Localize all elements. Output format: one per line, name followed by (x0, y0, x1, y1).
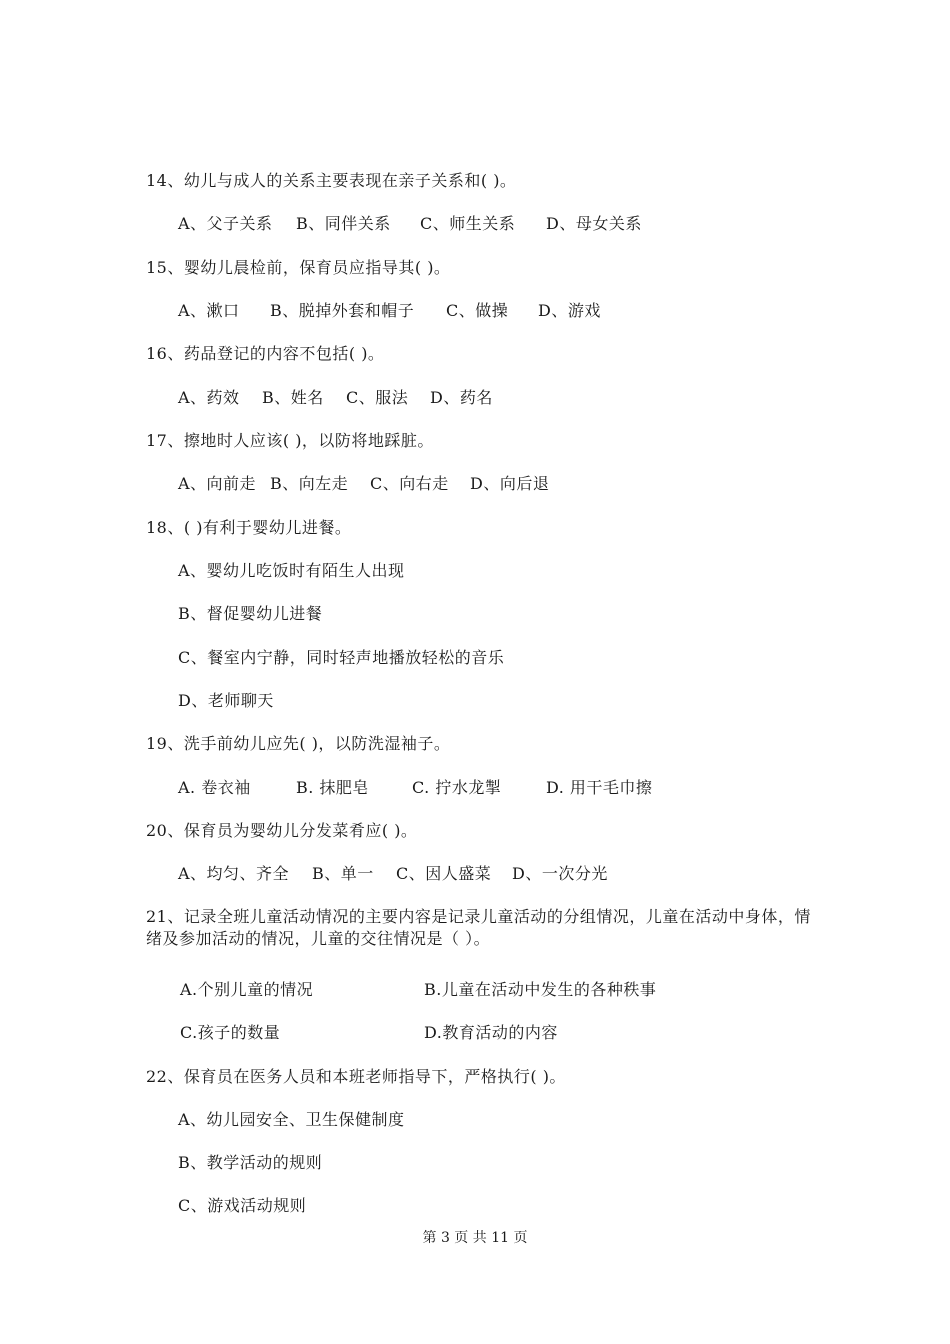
q21-option-c: C.孩子的数量 (180, 1023, 281, 1042)
question-16-stem: 16、药品登记的内容不包括( )。 (146, 344, 385, 363)
question-22-stem: 22、保育员在医务人员和本班老师指导下，严格执行( )。 (146, 1067, 566, 1086)
q21-option-b: B.儿童在活动中发生的各种秩事 (424, 980, 657, 999)
q15-option-c: C、做操 (446, 301, 509, 320)
question-17-stem: 17、擦地时人应该( )，以防将地踩脏。 (146, 431, 434, 450)
q20-option-d: D、一次分光 (512, 864, 608, 883)
q14-option-d: D、母女关系 (546, 214, 642, 233)
q19-option-a: A. 卷衣袖 (178, 778, 251, 797)
q14-option-a: A、父子关系 (178, 214, 273, 233)
q19-option-d: D. 用干毛巾擦 (546, 778, 653, 797)
question-14-stem: 14、幼儿与成人的关系主要表现在亲子关系和( )。 (146, 171, 517, 190)
q14-option-b: B、同伴关系 (296, 214, 391, 233)
q20-option-c: C、因人盛菜 (396, 864, 492, 883)
q21-option-a: A.个别儿童的情况 (180, 980, 314, 999)
q21-option-d: D.教育活动的内容 (424, 1023, 558, 1042)
q18-option-a: A、婴幼儿吃饭时有陌生人出现 (178, 561, 405, 580)
q22-option-c: C、游戏活动规则 (178, 1196, 307, 1215)
q16-option-d: D、药名 (430, 388, 493, 407)
q19-option-c: C. 拧水龙掣 (412, 778, 502, 797)
q22-option-a: A、幼儿园安全、卫生保健制度 (178, 1110, 405, 1129)
question-20-stem: 20、保育员为婴幼儿分发菜肴应( )。 (146, 821, 418, 840)
q20-option-a: A、均匀、齐全 (178, 864, 290, 883)
page-number-footer: 第 3 页 共 11 页 (422, 1230, 528, 1246)
question-18-stem: 18、( )有利于婴幼儿进餐。 (146, 518, 352, 537)
question-21-stem: 21、记录全班儿童活动情况的主要内容是记录儿童活动的分组情况，儿童在活动中身体，情绪及参加活动的情况，儿童的交往情况是（ ）。 (146, 907, 811, 948)
q17-option-c: C、向右走 (370, 474, 449, 493)
question-15-stem: 15、婴幼儿晨检前，保育员应指导其( )。 (146, 258, 451, 277)
q16-option-a: A、药效 (178, 388, 240, 407)
q18-option-b: B、督促婴幼儿进餐 (178, 604, 323, 623)
q15-option-a: A、漱口 (178, 301, 240, 320)
q22-option-b: B、教学活动的规则 (178, 1153, 323, 1172)
q14-option-c: C、师生关系 (420, 214, 516, 233)
q15-option-b: B、脱掉外套和帽子 (270, 301, 415, 320)
q18-option-d: D、老师聊天 (178, 691, 274, 710)
q20-option-b: B、单一 (312, 864, 374, 883)
q16-option-b: B、姓名 (262, 388, 324, 407)
q16-option-c: C、服法 (346, 388, 409, 407)
q17-option-b: B、向左走 (270, 474, 349, 493)
question-19-stem: 19、洗手前幼儿应先( )，以防洗湿袖子。 (146, 734, 451, 753)
q19-option-b: B. 抹肥皂 (296, 778, 369, 797)
q15-option-d: D、游戏 (538, 301, 601, 320)
q18-option-c: C、餐室内宁静，同时轻声地播放轻松的音乐 (178, 648, 505, 667)
q17-option-d: D、向后退 (470, 474, 550, 493)
q17-option-a: A、向前走 (178, 474, 257, 493)
